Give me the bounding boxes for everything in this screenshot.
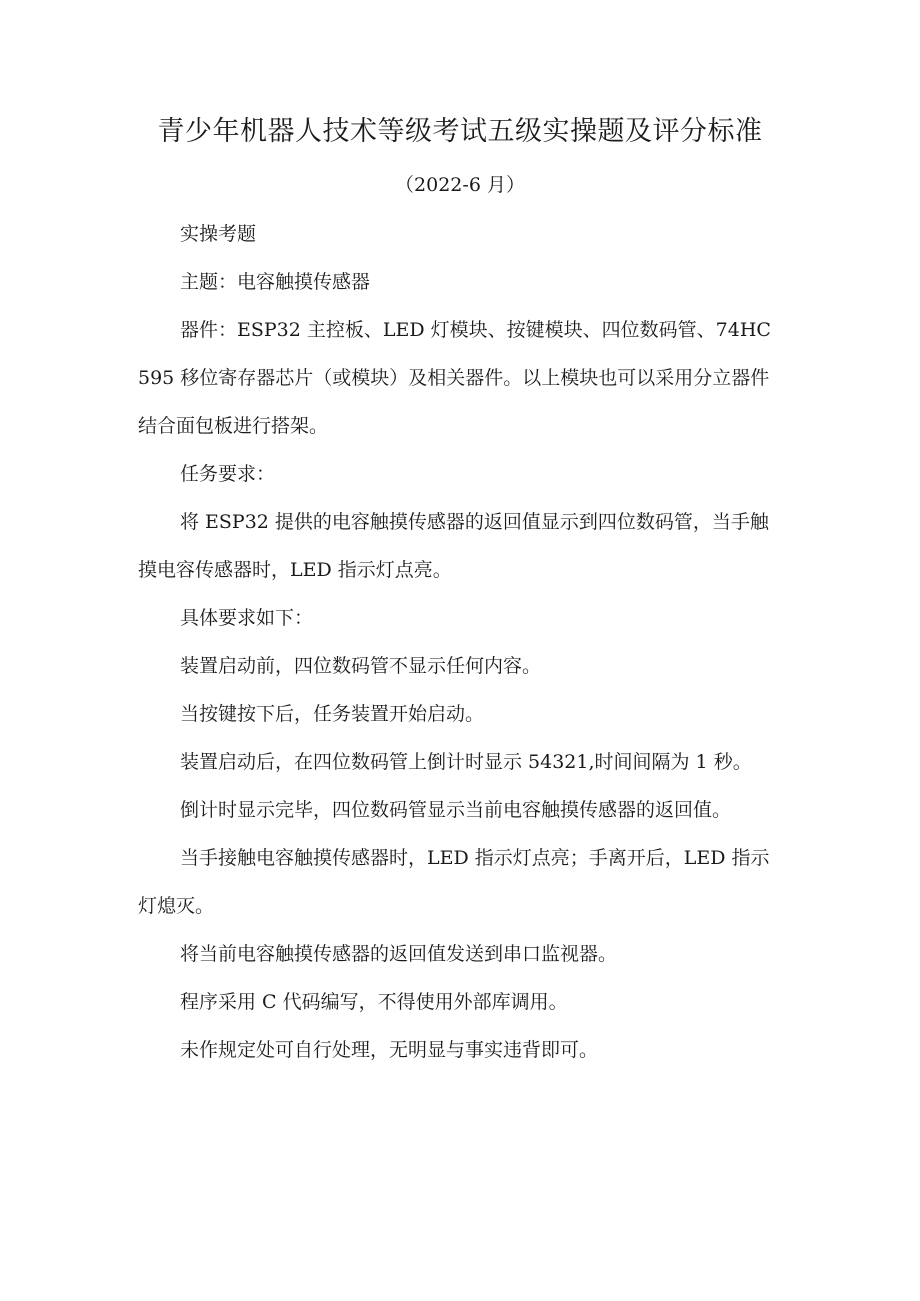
section-heading-practical: 实操考题: [180, 223, 257, 245]
task-heading: 任务要求：: [180, 463, 276, 485]
requirement-item: 当按键按下后，任务装置开始启动。: [180, 703, 485, 725]
requirement-item: 将当前电容触摸传感器的返回值发送到串口监视器。: [180, 943, 618, 965]
requirement-item: 程序采用 C 代码编写，不得使用外部库调用。: [180, 991, 568, 1013]
topic-line: 主题：电容触摸传感器: [180, 271, 371, 293]
requirement-item: 倒计时显示完毕，四位数码管显示当前电容触摸传感器的返回值。: [180, 799, 732, 821]
components-paragraph: 器件：ESP32 主控板、LED 灯模块、按键模块、四位数码管、74HC595 移位寄存器芯片（或模块）及相关器件。以上模块也可以采用分立器件结合面包板进行搭架。: [138, 319, 771, 437]
requirement-item: 装置启动前，四位数码管不显示任何内容。: [180, 655, 542, 677]
document-title: 青少年机器人技术等级考试五级实操题及评分标准: [157, 116, 763, 147]
requirement-item: 当手接触电容触摸传感器时，LED 指示灯点亮；手离开后，LED 指示灯熄灭。: [138, 847, 770, 917]
requirement-item: 未作规定处可自行处理，无明显与事实违背即可。: [180, 1039, 599, 1061]
task-description: 将 ESP32 提供的电容触摸传感器的返回值显示到四位数码管，当手触摸电容传感器时，LED 指示灯点亮。: [138, 511, 769, 581]
document-date: （2022-6 月）: [395, 174, 525, 196]
requirements-heading: 具体要求如下：: [180, 607, 314, 629]
document-body: [138, 210, 778, 1074]
requirement-item: 装置启动后，在四位数码管上倒计时显示 54321,时间间隔为 1 秒。: [180, 751, 752, 773]
